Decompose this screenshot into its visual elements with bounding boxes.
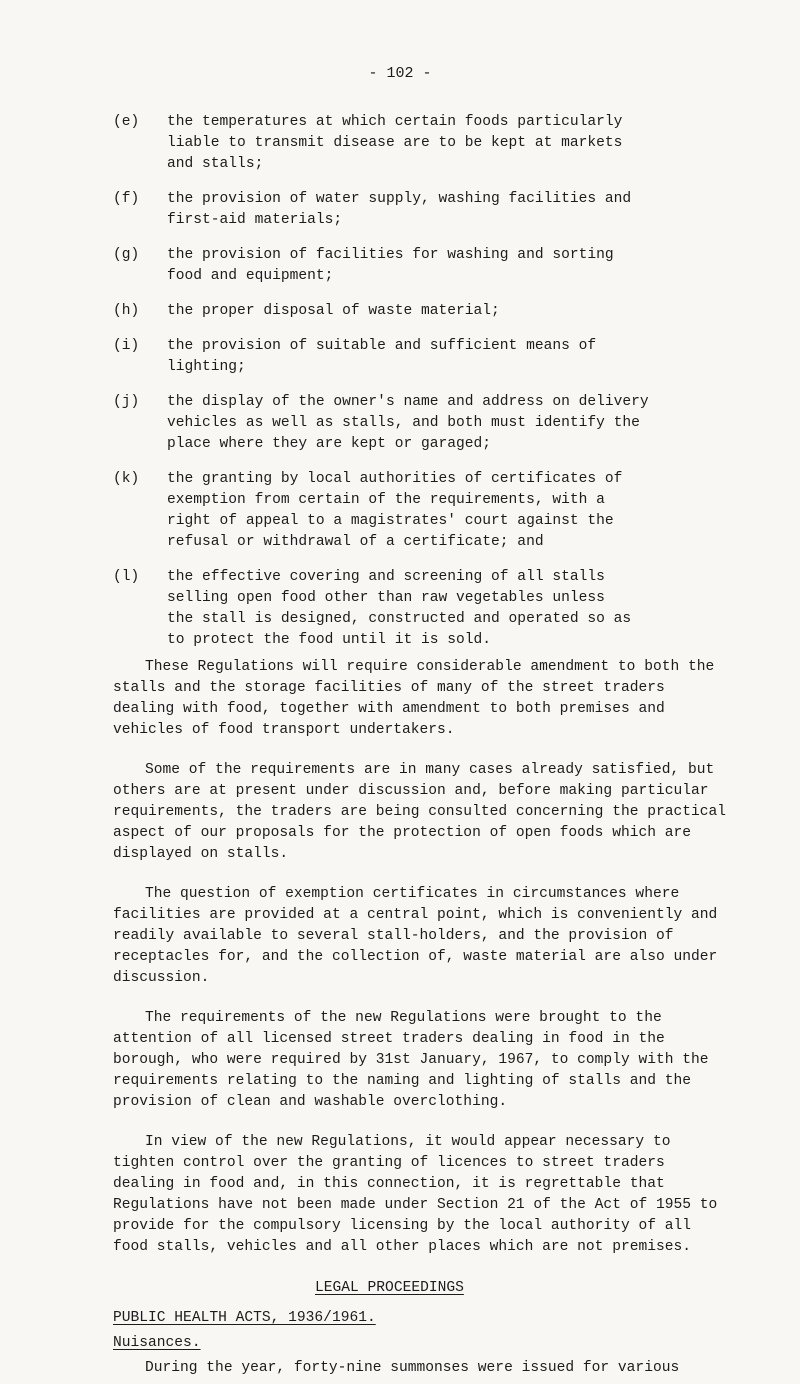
- text-line: the proper disposal of waste material;: [167, 303, 500, 319]
- text-line: the temperatures at which certain foods particularly: [167, 114, 623, 130]
- list-item: [113, 301, 733, 322]
- text-line: discussion.: [113, 970, 210, 986]
- list-item: [113, 189, 733, 231]
- text-line: the granting by local authorities of certificates of: [167, 471, 623, 487]
- text-line: others are at present under discussion and, before making particular: [113, 783, 709, 799]
- nuisances-heading: Nuisances.: [113, 1335, 201, 1351]
- text-line: These Regulations will require considerable amendment to both the: [145, 659, 715, 675]
- text-line: vehicles as well as stalls, and both must identify the: [167, 415, 640, 431]
- text-line: aspect of our proposals for the protection of open foods which are: [113, 825, 692, 841]
- paragraph: [113, 1358, 733, 1379]
- text-line: liable to transmit disease are to be kept at markets: [167, 135, 623, 151]
- text-line: In view of the new Regulations, it would appear necessary to: [145, 1134, 671, 1150]
- list-item: [113, 245, 733, 287]
- text-line: the effective covering and screening of all stalls: [167, 569, 605, 585]
- paragraph: [113, 760, 733, 865]
- legal-proceedings-heading: LEGAL PROCEEDINGS: [315, 1280, 464, 1296]
- acts-heading: PUBLIC HEALTH ACTS, 1936/1961.: [113, 1310, 376, 1326]
- page-number: - 102 -: [368, 65, 432, 82]
- text-line: Regulations have not been made under Section 21 of the Act of 1955 to: [113, 1197, 718, 1213]
- list-item-label: (f): [113, 191, 140, 207]
- text-line: to protect the food until it is sold.: [167, 632, 492, 648]
- list-item-label: (l): [113, 569, 140, 585]
- paragraph: [113, 884, 733, 989]
- text-line: the stall is designed, constructed and operated so as: [167, 611, 632, 627]
- regulation-list: [113, 112, 733, 665]
- text-line: selling open food other than raw vegetables unless: [167, 590, 605, 606]
- list-item-label: (g): [113, 247, 140, 263]
- list-item: [113, 392, 733, 455]
- text-line: receptacles for, and the collection of, waste material are also under: [113, 949, 718, 965]
- paragraph: [113, 657, 733, 741]
- text-line: The requirements of the new Regulations were brought to the: [145, 1010, 662, 1026]
- list-item: [113, 567, 733, 651]
- text-line: the provision of facilities for washing and sorting: [167, 247, 614, 263]
- text-line: provision of clean and washable overclothing.: [113, 1094, 508, 1110]
- text-line: exemption from certain of the requirements, with a: [167, 492, 605, 508]
- text-line: provide for the compulsory licensing by the local authority of all: [113, 1218, 692, 1234]
- text-line: facilities are provided at a central point, which is conveniently and: [113, 907, 718, 923]
- paragraph: [113, 1132, 733, 1258]
- text-line: During the year, forty-nine summonses were issued for various: [145, 1360, 680, 1376]
- list-item: [113, 469, 733, 553]
- text-line: borough, who were required by 31st January, 1967, to comply with the: [113, 1052, 709, 1068]
- text-line: displayed on stalls.: [113, 846, 289, 862]
- text-line: The question of exemption certificates in circumstances where: [145, 886, 680, 902]
- list-item: [113, 336, 733, 378]
- text-line: the provision of water supply, washing facilities and: [167, 191, 632, 207]
- text-line: vehicles of food transport undertakers.: [113, 722, 455, 738]
- text-line: the display of the owner's name and address on delivery: [167, 394, 649, 410]
- text-line: requirements relating to the naming and lighting of stalls and the: [113, 1073, 692, 1089]
- list-item-label: (i): [113, 338, 140, 354]
- text-line: food stalls, vehicles and all other places which are not premises.: [113, 1239, 692, 1255]
- text-line: first-aid materials;: [167, 212, 343, 228]
- list-item-label: (h): [113, 303, 140, 319]
- text-line: the provision of suitable and sufficient means of: [167, 338, 597, 354]
- text-line: tighten control over the granting of licences to street traders: [113, 1155, 665, 1171]
- text-line: food and equipment;: [167, 268, 334, 284]
- text-line: dealing with food, together with amendment to both premises and: [113, 701, 665, 717]
- text-line: dealing in food and, in this connection, it is regrettable that: [113, 1176, 665, 1192]
- paragraph: [113, 1008, 733, 1113]
- text-line: and stalls;: [167, 156, 264, 172]
- text-line: lighting;: [167, 359, 246, 375]
- text-line: readily available to several stall-holders, and the provision of: [113, 928, 674, 944]
- list-item-label: (e): [113, 114, 140, 130]
- text-line: refusal or withdrawal of a certificate; and: [167, 534, 544, 550]
- list-item-label: (k): [113, 471, 140, 487]
- text-line: stalls and the storage facilities of many of the street traders: [113, 680, 665, 696]
- text-line: Some of the requirements are in many cases already satisfied, but: [145, 762, 715, 778]
- list-item-label: (j): [113, 394, 140, 410]
- text-line: requirements, the traders are being consulted concerning the practical: [113, 804, 727, 820]
- text-line: right of appeal to a magistrates' court against the: [167, 513, 614, 529]
- list-item: [113, 112, 733, 175]
- text-line: attention of all licensed street traders dealing in food in the: [113, 1031, 665, 1047]
- text-line: place where they are kept or garaged;: [167, 436, 492, 452]
